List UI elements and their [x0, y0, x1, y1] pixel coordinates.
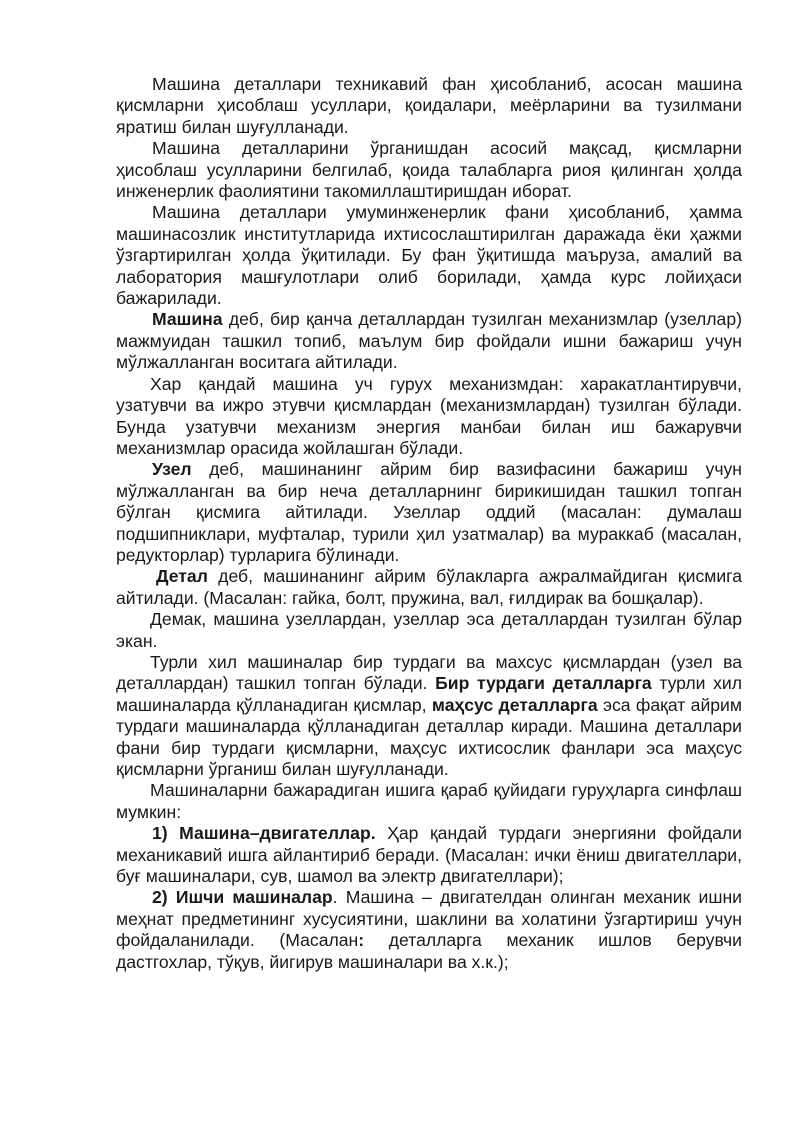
paragraph-1: [116, 74, 742, 138]
paragraph-text: деб, машинанинг айрим бўлакларга ажралмайдиган қисмига айтилади. (Масалан: гайка, болт, пружина, вал, ғилдирак ва бошқалар).: [116, 566, 742, 608]
paragraph-11: [116, 823, 742, 887]
paragraph-9: [116, 652, 742, 780]
term-mashina: Машина: [152, 309, 223, 330]
paragraph-text: деб, машинанинг айрим бир вазифасини бажариш учун мўлжалланган ва бир неча деталларнинг бирикишидан ташкил топган бўлган қисмига айтилади. Узеллар оддий (масалан: думалаш подшипниклари, муфталар, турили ҳил узатмалар) ва мураккаб (масалан, редукторлар) турларига бўлинади.: [116, 459, 742, 565]
paragraph-4: [116, 309, 742, 373]
paragraph-5: [116, 374, 742, 460]
paragraph-text: . Машина – двигателдан олинган механик ишни меҳнат предметининг хусусиятини, шаклини ва холатини ўзгартириш учун фойдаланилади. (Масалан: [116, 887, 743, 951]
paragraph-8: [116, 609, 742, 652]
document-page: [116, 74, 742, 973]
paragraph-text: деталларга механик ишлов берувчи дастгохлар, тўқув, йигирув машиналари ва х.к.);: [116, 930, 742, 972]
paragraph-6: [116, 459, 742, 566]
paragraph-text: эса фақат айрим турдаги машиналарда қўлланадиган деталлар киради. Машина деталлари фани бир турдаги қисмларни, маҳсус ихтисослик фанлари эса маҳсус қисмларни ўрганиш билан шуғулланади.: [116, 694, 742, 779]
term-uzel: Узел: [152, 459, 192, 480]
paragraph-text: Машина деталлари техникавий фан ҳисобланиб, асосан машина қисмларни ҳисоблаш усуллари, қоидалари, меёрларини ва тузилмани яратиш билан шуғулланади.: [116, 74, 742, 137]
paragraph-text: Хар қандай машина уч гурух механизмдан: харакатлантирувчи, узатувчи ва ижро этувчи қисмлардан (механизмлардан) тузилган бўлади. Бунда узатувчи механизм энергия манбаи билан иш бажарувчи механизмлар орасида жойлашган бўлади.: [116, 373, 742, 458]
paragraph-text: Машиналарни бажарадиган ишига қараб қуйидаги гуруҳларга синфлаш мумкин:: [116, 780, 742, 822]
paragraph-text: Ҳар қандай турдаги энергияни фойдали механикавий ишга айлантириб беради. (Масалан: ички ёниш двигателлари, буғ машиналари, сув, шамол ва электр двигателлари);: [116, 823, 743, 887]
term-mahsus: маҳсус деталларга: [431, 694, 598, 715]
paragraph-12: [116, 887, 742, 973]
colon-mark: :: [358, 930, 365, 951]
paragraph-7: [116, 566, 742, 609]
paragraph-text: Демак, машина узеллардан, узеллар эса деталлардан тузилган бўлар экан.: [116, 609, 742, 651]
term-detal: Детал: [156, 566, 208, 587]
paragraph-3: [116, 202, 742, 309]
term-bir-turdagi: Бир турдаги деталларга: [435, 673, 652, 694]
paragraph-10: [116, 780, 742, 823]
paragraph-text: Машина деталлари умуминженерлик фани ҳисобланиб, ҳамма машинасозлик институтларида ихтисослаштирилган даражада ёки ҳажми ўзгартирилган ҳолда ўқитилади. Бу фан ўқитишда маъруза, амалий ва лаборатория машғулотлари олиб борилади, ҳамда курс лойиҳаси бажарилади.: [116, 202, 742, 309]
paragraph-text: турли хил машиналарда қўлланадиган қисмлар,: [116, 673, 742, 715]
paragraph-2: [116, 138, 742, 202]
list-item-2-title: 2) Ишчи машиналар: [152, 887, 333, 908]
list-item-1-title: 1) Машина–двигателлар.: [152, 823, 376, 844]
paragraph-text: Турли хил машиналар бир турдаги ва махсус қисмлардан (узел ва деталлардан) ташкил топган бўлади.: [116, 651, 742, 694]
paragraph-text: деб, бир қанча деталлардан тузилган механизмлар (узеллар) мажмуидан ташкил топиб, маълум бир фойдали ишни бажариш учун мўлжалланган воситага айтилади.: [116, 309, 742, 373]
paragraph-text: Машина деталларини ўрганишдан асосий мақсад, қисмларни ҳисоблаш усулларини белгилаб, қоида талабларга риоя қилинган ҳолда инженерлик фаолиятини такомиллаштиришдан иборат.: [116, 138, 742, 202]
